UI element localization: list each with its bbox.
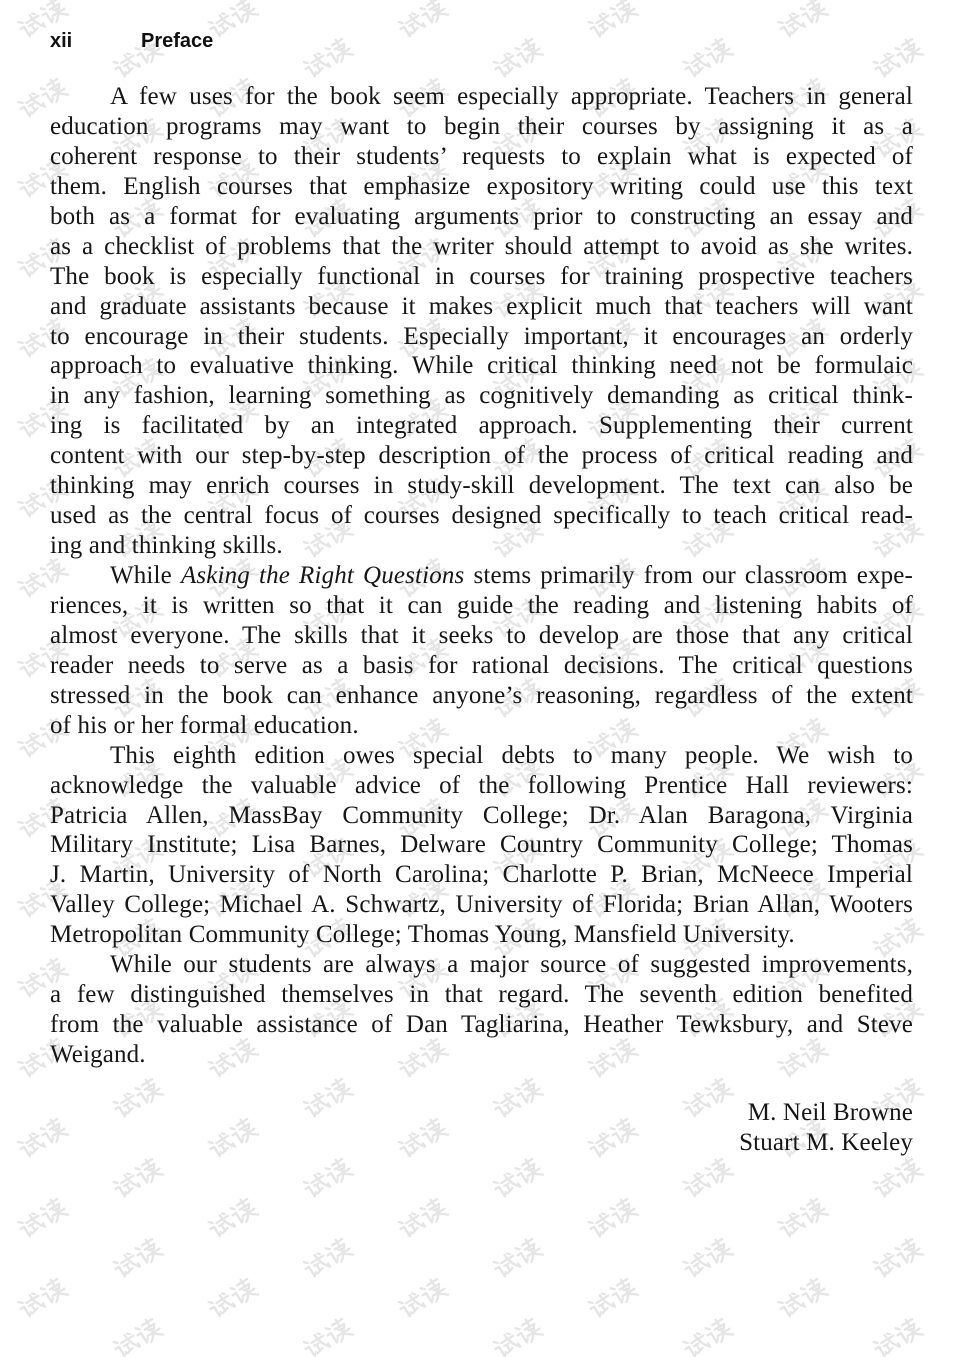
book-title: Asking the Right Questions <box>180 562 465 589</box>
paragraph <box>50 741 913 951</box>
text-line: riences, it is written so that it can guide the reading and listening habits of <box>50 591 913 619</box>
watermark-mark <box>681 1316 733 1357</box>
watermark-mark <box>301 1236 353 1280</box>
text-line: a few distinguished themselves in that regard. The seventh edition benefited <box>50 981 913 1009</box>
watermark-mark <box>871 1316 923 1357</box>
text-line: them. English courses that emphasize expository writing could use this text <box>50 172 913 200</box>
text-line: acknowledge the valuable advice of the following Prentice Hall reviewers: <box>50 771 913 799</box>
watermark-mark <box>396 1276 448 1320</box>
watermark-mark <box>491 1156 543 1200</box>
watermark-mark <box>491 1316 543 1357</box>
text-line: ing and thinking skills. <box>50 532 283 560</box>
watermark-mark <box>111 1156 163 1200</box>
watermark-mark <box>491 1076 543 1120</box>
watermark-mark <box>16 1116 68 1160</box>
watermark-mark <box>586 0 638 40</box>
text-segment: While <box>110 562 181 589</box>
watermark-mark <box>206 0 258 40</box>
watermark-mark <box>681 1076 733 1120</box>
text-line: This eighth edition owes special debts to many people. We wish to <box>110 741 913 769</box>
page-header <box>50 29 213 53</box>
author-name: Stuart M. Keeley <box>739 1128 913 1156</box>
text-line: While our students are always a major source of suggested improvements, <box>110 951 913 979</box>
watermark-mark <box>681 1236 733 1280</box>
text-line: thinking may enrich courses in study-skill development. The text can also be <box>50 472 913 500</box>
watermark-mark <box>301 1156 353 1200</box>
text-line: Patricia Allen, MassBay Community College; Dr. Alan Baragona, Virginia <box>50 801 913 829</box>
watermark-mark <box>681 36 733 80</box>
watermark-mark <box>301 1076 353 1120</box>
text-segment: stems primarily from our classroom expe- <box>464 562 914 589</box>
text-line: of his or her formal education. <box>50 711 359 739</box>
page-number: xii <box>50 30 73 52</box>
text-line: used as the central focus of courses designed specifically to teach critical read- <box>50 502 913 530</box>
paragraph <box>50 82 913 561</box>
text-line: as a checklist of problems that the writer should attempt to avoid as she writes. <box>50 232 913 260</box>
text-line: approach to evaluative thinking. While critical thinking need not be formulaic <box>50 352 913 380</box>
watermark-mark <box>16 1196 68 1240</box>
watermark-mark <box>776 1276 828 1320</box>
watermark-mark <box>396 1116 448 1160</box>
paragraph <box>50 561 913 741</box>
text-line: education programs may want to begin their courses by assigning it as a <box>50 112 913 140</box>
signature-block <box>739 1098 913 1158</box>
text-line: Weigand. <box>50 1041 146 1068</box>
watermark-mark <box>491 1236 543 1280</box>
text-line: both as a format for evaluating arguments prior to constructing an essay and <box>50 202 913 230</box>
text-line: J. Martin, University of North Carolina; Charlotte P. Brian, McNeece Imperial <box>50 861 913 889</box>
watermark-mark <box>491 36 543 80</box>
watermark-mark <box>206 1116 258 1160</box>
text-line: and graduate assistants because it makes explicit much that teachers will want <box>50 292 913 320</box>
text-line: Valley College; Michael A. Schwartz, University of Florida; Brian Allan, Wooters <box>50 891 913 919</box>
watermark-mark <box>586 1196 638 1240</box>
watermark-mark <box>776 0 828 40</box>
text-line: to encourage in their students. Especially important, it encourages an orderly <box>50 322 913 350</box>
text-line: Metropolitan Community College; Thomas Young, Mansfield University. <box>50 921 795 949</box>
watermark-mark <box>776 1196 828 1240</box>
author-name: M. Neil Browne <box>747 1099 913 1126</box>
watermark-mark <box>871 1156 923 1200</box>
preface-body <box>50 82 913 1070</box>
watermark-mark <box>586 1116 638 1160</box>
watermark-mark <box>681 1156 733 1200</box>
watermark-mark <box>396 0 448 40</box>
text-line: The book is especially functional in courses for training prospective teachers <box>50 262 913 290</box>
watermark-mark <box>16 1276 68 1320</box>
text-line: ing is facilitated by an integrated approach. Supplementing their current <box>50 412 913 440</box>
text-line: almost everyone. The skills that it seeks to develop are those that any critical <box>50 621 913 649</box>
watermark-mark <box>111 1076 163 1120</box>
text-line: coherent response to their students’ requests to explain what is expected of <box>50 142 913 170</box>
watermark-mark <box>111 1316 163 1357</box>
watermark-mark <box>206 1196 258 1240</box>
text-line: from the valuable assistance of Dan Tagliarina, Heather Tewksbury, and Steve <box>50 1011 913 1039</box>
watermark-mark <box>871 36 923 80</box>
text-line <box>50 561 913 591</box>
watermark-mark <box>396 1196 448 1240</box>
paragraph <box>50 950 913 1070</box>
running-title: Preface <box>141 30 214 52</box>
watermark-mark <box>301 36 353 80</box>
watermark-mark <box>301 1316 353 1357</box>
text-line: in any fashion, learning something as cognitively demanding as critical think- <box>50 382 913 410</box>
text-line: reader needs to serve as a basis for rational decisions. The critical questions <box>50 651 913 679</box>
watermark-mark <box>111 1236 163 1280</box>
watermark-mark <box>871 1236 923 1280</box>
text-line: stressed in the book can enhance anyone’s reasoning, regardless of the extent <box>50 681 913 709</box>
text-line: Military Institute; Lisa Barnes, Delware Country Community College; Thomas <box>50 831 913 859</box>
watermark-mark <box>586 1276 638 1320</box>
watermark-mark <box>206 1276 258 1320</box>
text-line: content with our step-by-step description of the process of critical reading and <box>50 442 913 470</box>
text-line: A few uses for the book seem especially appropriate. Teachers in general <box>110 83 913 110</box>
